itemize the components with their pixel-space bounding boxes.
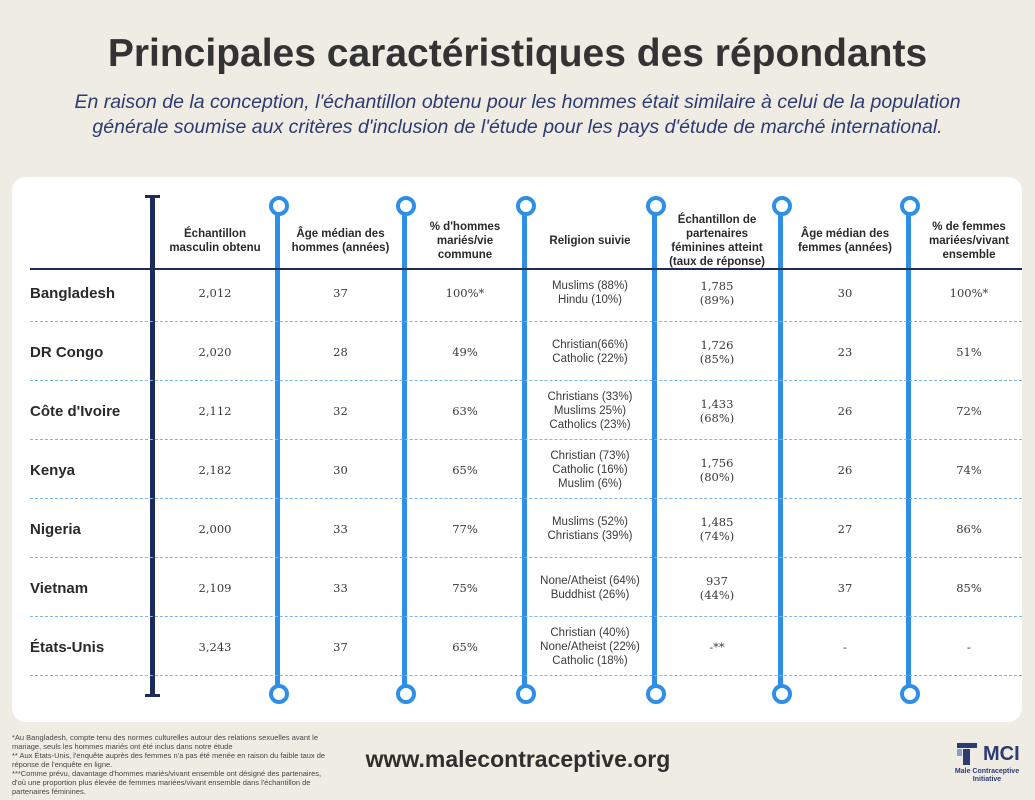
cell-female-sample (658, 500, 776, 558)
cell-religion (530, 618, 650, 676)
column-divider (522, 204, 527, 690)
logo-line-2: Initiative (972, 776, 1002, 783)
cell-male-sample (160, 382, 270, 440)
cell-male-sample (160, 264, 270, 322)
cell-female-sample-text: 1,433 (68%) (699, 397, 735, 425)
cell-male-sample (160, 500, 270, 558)
cell-women-married (914, 441, 1024, 499)
cell-women-married (914, 618, 1024, 676)
cell-men-married-text: 63% (452, 404, 478, 418)
column-divider-node (772, 684, 792, 704)
row-divider (30, 498, 1022, 499)
cell-female-sample-text: 937 (44%) (699, 574, 735, 602)
cell-male-sample (160, 323, 270, 381)
footnotes (12, 733, 332, 796)
subtitle-line-2: générale soumise aux critères d'inclusion de l'étude pour les pays d'étude de marché international. (92, 116, 943, 138)
cell-religion-text: Christian (40%) None/Atheist (22%) Catholic (18%) (540, 627, 640, 667)
header-male-sample: Échantillon masculin obtenu (169, 228, 261, 254)
column-divider-node (900, 684, 920, 704)
cell-male-sample-text: 2,020 (198, 345, 232, 359)
header-male-age: Âge médian des hommes (années) (291, 228, 390, 254)
cell-female-sample-text: -** (709, 640, 725, 654)
cell-men-married-text: 49% (452, 345, 478, 359)
cell-religion (530, 264, 650, 322)
row-country: Nigeria (30, 520, 81, 538)
cell-men-married (410, 618, 520, 676)
row-divider (30, 557, 1022, 558)
cell-religion (530, 559, 650, 617)
cell-female-sample (658, 441, 776, 499)
column-divider (652, 204, 657, 690)
column-divider-node (516, 684, 536, 704)
page-subtitle (0, 90, 1035, 140)
column-divider (275, 204, 280, 690)
cell-women-married (914, 323, 1024, 381)
cell-male-age-text: 33 (333, 581, 348, 595)
cell-female-age (786, 441, 904, 499)
column-divider-node (396, 684, 416, 704)
footnote-1: *Au Bangladesh, compte tenu des normes culturelles autour des relations sexuelles avant le mariage, seuls les hommes mariés ont été inclus dans notre étude (12, 733, 319, 751)
cell-male-sample-text: 2,012 (198, 286, 232, 300)
cell-women-married-text: 51% (956, 345, 982, 359)
cell-female-sample-text: 1,785 (89%) (699, 279, 735, 307)
cell-female-sample (658, 559, 776, 617)
cell-male-age-text: 37 (333, 286, 348, 300)
cell-men-married (410, 323, 520, 381)
cell-male-age (283, 500, 398, 558)
row-country: Bangladesh (30, 284, 116, 302)
cell-male-sample (160, 618, 270, 676)
cell-male-age (283, 618, 398, 676)
cell-religion (530, 500, 650, 558)
row-country: États-Unis (30, 638, 105, 656)
row-divider (30, 675, 1022, 676)
cell-women-married (914, 559, 1024, 617)
cell-men-married-text: 65% (452, 463, 478, 477)
cell-men-married (410, 382, 520, 440)
cell-men-married-text: 65% (452, 640, 478, 654)
cell-female-age (786, 382, 904, 440)
cell-women-married-text: 100%* (949, 286, 989, 300)
cell-female-sample (658, 323, 776, 381)
subtitle-line-1: En raison de la conception, l'échantillon obtenu pour les hommes était similaire à celui de la population (74, 91, 961, 113)
cell-women-married-text: 85% (956, 581, 982, 595)
cell-male-age-text: 37 (333, 640, 348, 654)
cell-men-married (410, 264, 520, 322)
cell-male-age (283, 559, 398, 617)
cell-women-married (914, 264, 1024, 322)
footnote-2: ** Aux États-Unis, l'enquête auprès des femmes n'a pas été menée en raison du faible taux de réponse de l'enquête en ligne. (12, 751, 326, 769)
cell-female-sample-text: 1,485 (74%) (699, 515, 735, 543)
cell-male-age-text: 30 (333, 463, 348, 477)
cell-male-sample (160, 441, 270, 499)
cell-male-sample-text: 3,243 (198, 640, 232, 654)
cell-women-married-text: 86% (956, 522, 982, 536)
header-female-sample: Échantillon de partenaires féminines atteint (taux de réponse) (669, 214, 765, 268)
column-divider-node (269, 684, 289, 704)
cell-religion (530, 441, 650, 499)
mci-logo (955, 743, 1025, 793)
cell-religion (530, 382, 650, 440)
row-country: Côte d'Ivoire (30, 402, 121, 420)
column-divider (778, 204, 783, 690)
cell-female-age-text: 26 (837, 463, 853, 477)
header-religion: Religion suivie (549, 235, 631, 247)
cell-women-married-text: 72% (956, 404, 982, 418)
cell-female-age (786, 323, 904, 381)
row-country: Vietnam (30, 579, 89, 597)
row-country: Kenya (30, 461, 76, 479)
cell-women-married (914, 382, 1024, 440)
cell-women-married (914, 500, 1024, 558)
cell-female-age-text: 27 (837, 522, 853, 536)
cell-men-married-text: 77% (452, 522, 478, 536)
cell-male-age (283, 264, 398, 322)
row-country: DR Congo (30, 343, 104, 361)
logo-abbr: MCI (983, 743, 1020, 765)
cell-female-age-text: - (843, 640, 847, 654)
cell-men-married-text: 75% (452, 581, 478, 595)
header-men-married: % d'hommes mariés/vie commune (429, 221, 501, 261)
cell-men-married-text: 100%* (445, 286, 485, 300)
cell-men-married (410, 441, 520, 499)
cell-female-age (786, 618, 904, 676)
cell-female-age-text: 30 (837, 286, 853, 300)
column-divider (906, 204, 911, 690)
cell-religion-text: None/Atheist (64%) Buddhist (26%) (540, 575, 640, 601)
row-divider (30, 380, 1022, 381)
column-divider (150, 196, 155, 696)
cell-female-sample-text: 1,726 (85%) (699, 338, 735, 366)
cell-female-age (786, 264, 904, 322)
cell-female-age (786, 500, 904, 558)
cell-female-sample (658, 382, 776, 440)
cell-female-sample (658, 264, 776, 322)
column-divider-cap (145, 195, 160, 198)
cell-female-age-text: 37 (837, 581, 853, 595)
cell-religion-text: Christians (33%) Muslims 25%) Catholics (23%) (547, 391, 633, 431)
row-divider (30, 439, 1022, 440)
cell-male-sample (160, 559, 270, 617)
cell-female-age-text: 26 (837, 404, 853, 418)
cell-female-age (786, 559, 904, 617)
page-title: Principales caractéristiques des répondants (107, 32, 928, 75)
row-divider (30, 616, 1022, 617)
logo-name (947, 768, 1027, 784)
cell-men-married (410, 559, 520, 617)
cell-female-sample (658, 618, 776, 676)
column-divider (402, 204, 407, 690)
website-link[interactable]: www.malecontraceptive.org (365, 746, 671, 772)
cell-religion-text: Christian(66%) Catholic (22%) (551, 339, 629, 365)
cell-male-age-text: 28 (333, 345, 348, 359)
cell-male-age (283, 323, 398, 381)
cell-male-sample-text: 2,000 (198, 522, 232, 536)
column-divider-node (646, 684, 666, 704)
cell-male-age (283, 382, 398, 440)
cell-male-sample-text: 2,112 (198, 404, 232, 418)
cell-religion-text: Muslims (52%) Christians (39%) (547, 516, 633, 542)
cell-religion (530, 323, 650, 381)
cell-male-sample-text: 2,109 (198, 581, 232, 595)
header-women-married: % de femmes mariées/vivant ensemble (929, 221, 1009, 261)
cell-male-age (283, 441, 398, 499)
cell-male-sample-text: 2,182 (198, 463, 232, 477)
footnote-3: ***Comme prévu, davantage d'hommes mariés/vivant ensemble ont désigné des partenaires, d'où une proportion plus élevée de femmes mariées/vivant ensemble dans l'échantillon de partenaires féminines. (12, 769, 322, 796)
cell-female-age-text: 23 (837, 345, 853, 359)
cell-religion-text: Christian (73%) Catholic (16%) Muslim (6%) (550, 450, 630, 490)
row-divider (30, 321, 1022, 322)
cell-male-age-text: 32 (333, 404, 348, 418)
cell-women-married-text: 74% (956, 463, 982, 477)
cell-men-married (410, 500, 520, 558)
mci-logo-icon (955, 743, 981, 765)
cell-women-married-text: - (967, 640, 971, 654)
cell-female-sample-text: 1,756 (80%) (699, 456, 735, 484)
cell-religion-text: Muslims (88%) Hindu (10%) (551, 280, 629, 306)
column-divider-cap (145, 694, 160, 697)
cell-male-age-text: 33 (333, 522, 348, 536)
header-female-age: Âge médian des femmes (années) (798, 228, 892, 254)
logo-line-1: Male Contraceptive (954, 768, 1020, 775)
